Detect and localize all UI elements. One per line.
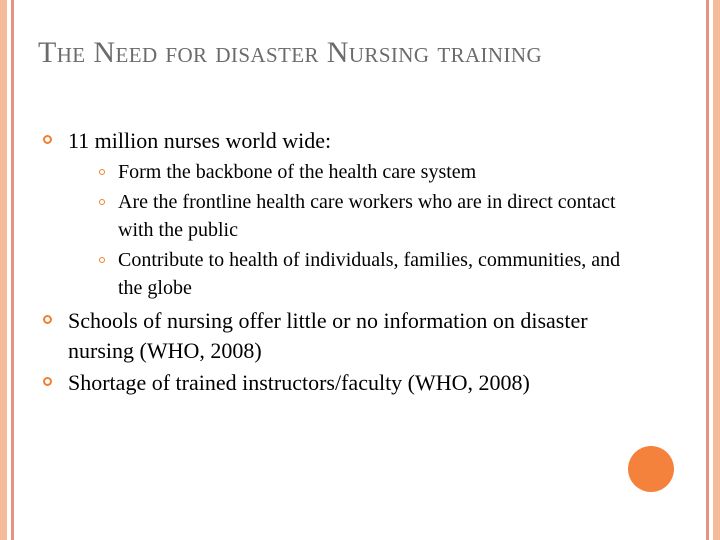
small-circle-bullet-icon <box>99 169 105 175</box>
list-item <box>94 158 640 186</box>
small-circle-bullet-icon <box>99 257 105 263</box>
right-inner-border-bar <box>706 0 709 540</box>
bullet-text: 11 million nurses world wide: <box>68 128 332 153</box>
right-outer-border-bar <box>713 0 720 540</box>
list-item <box>40 126 640 302</box>
bullet-text: Schools of nursing offer little or no information on disaster nursing (WHO, 2008) <box>68 308 588 363</box>
decorative-circle <box>628 446 674 492</box>
list-item <box>94 246 640 302</box>
sub-bullet-list <box>68 158 640 302</box>
circle-bullet-icon <box>43 135 52 144</box>
slide-title: The Need for disaster Nursing training <box>38 36 543 69</box>
list-item <box>40 306 640 366</box>
circle-bullet-icon <box>43 377 52 386</box>
circle-bullet-icon <box>43 315 52 324</box>
bullet-text: Shortage of trained instructors/faculty (WHO, 2008) <box>68 370 530 395</box>
list-item <box>94 188 640 244</box>
left-inner-border-bar <box>11 0 14 540</box>
sub-bullet-text: Are the frontline health care workers who are in direct contact with the public <box>118 191 616 241</box>
bullet-list <box>40 126 640 398</box>
sub-bullet-text: Contribute to health of individuals, families, communities, and the globe <box>118 249 621 299</box>
sub-bullet-text: Form the backbone of the health care system <box>118 161 477 183</box>
slide-body <box>40 126 640 400</box>
left-outer-border-bar <box>0 0 7 540</box>
small-circle-bullet-icon <box>99 199 105 205</box>
list-item <box>40 368 640 398</box>
